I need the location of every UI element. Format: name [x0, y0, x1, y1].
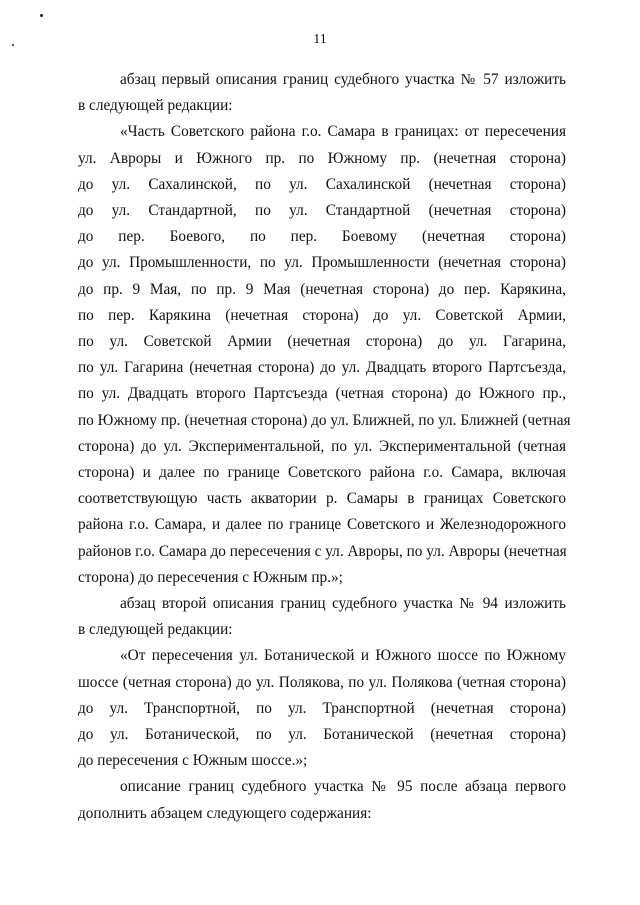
text-line: до ул. Ботанической, по ул. Ботанической (нечетная сторона) — [78, 726, 566, 743]
text-line: абзац первый описания границ судебного участка № 57 изложить — [120, 71, 566, 88]
text-line: сторона) и далее по границе Советского района г.о. Самара, включая — [78, 464, 566, 481]
text-line: по Южному пр. (нечетная сторона) до ул. Ближней, по ул. Ближней (четная — [78, 411, 571, 429]
text-line: по ул. Гагарина (нечетная сторона) до ул. Двадцать второго Партсъезда, — [78, 359, 566, 377]
text-line: до пер. Боевого, по пер. Боевому (нечетная сторона) — [78, 228, 566, 246]
text-line: ул. Авроры и Южного пр. по Южному пр. (нечетная сторона) — [78, 149, 566, 167]
text-line: до пр. 9 Мая, по пр. 9 Мая (нечетная сторона) до пер. Карякина, — [78, 280, 566, 298]
scan-speck — [40, 14, 43, 17]
text-line: соответствующую часть акватории р. Самары в границах Советского — [78, 490, 566, 508]
text-line: по ул. Двадцать второго Партсъезда (четная сторона) до Южного пр., — [78, 385, 566, 403]
text-line: в следующей редакции: — [78, 97, 233, 115]
text-line: дополнить абзацем следующего содержания: — [78, 804, 372, 822]
text-line: «От пересечения ул. Ботанической и Южного шоссе по Южному — [120, 647, 566, 665]
text-line: «Часть Советского района г.о. Самара в границах: от пересечения — [120, 123, 566, 141]
scan-speck — [12, 44, 14, 46]
text-line: района г.о. Самара, и далее по границе Советского и Железнодорожного — [78, 516, 566, 534]
text-line: абзац второй описания границ судебного участка № 94 изложить — [120, 595, 566, 612]
text-line: до пересечения с Южным шоссе.»; — [78, 752, 308, 770]
text-line: шоссе (четная сторона) до ул. Полякова, по ул. Полякова (четная сторона) — [78, 673, 566, 691]
text-line: описание границ судебного участка № 95 после абзаца первого — [120, 778, 566, 796]
text-line: до ул. Транспортной, по ул. Транспортной (нечетная сторона) — [78, 699, 566, 717]
text-line: до ул. Промышленности, по ул. Промышленности (нечетная сторона) — [78, 254, 566, 272]
text-line: до ул. Стандартной, по ул. Стандартной (нечетная сторона) — [78, 202, 566, 219]
text-line: по пер. Карякина (нечетная сторона) до ул. Советской Армии, — [78, 306, 566, 324]
text-line: сторона) до пересечения с Южным пр.»; — [78, 568, 343, 586]
page-number: 11 — [313, 32, 327, 47]
text-line: сторона) до ул. Экспериментальной, по ул. Экспериментальной (четная — [78, 437, 566, 455]
text-line: районов г.о. Самара до пересечения с ул. Авроры, по ул. Авроры (нечетная — [78, 542, 567, 560]
text-line: до ул. Сахалинской, по ул. Сахалинской (нечетная сторона) — [78, 175, 566, 193]
text-line: по ул. Советской Армии (нечетная сторона) до ул. Гагарина, — [78, 333, 566, 350]
text-line: в следующей редакции: — [78, 621, 233, 639]
